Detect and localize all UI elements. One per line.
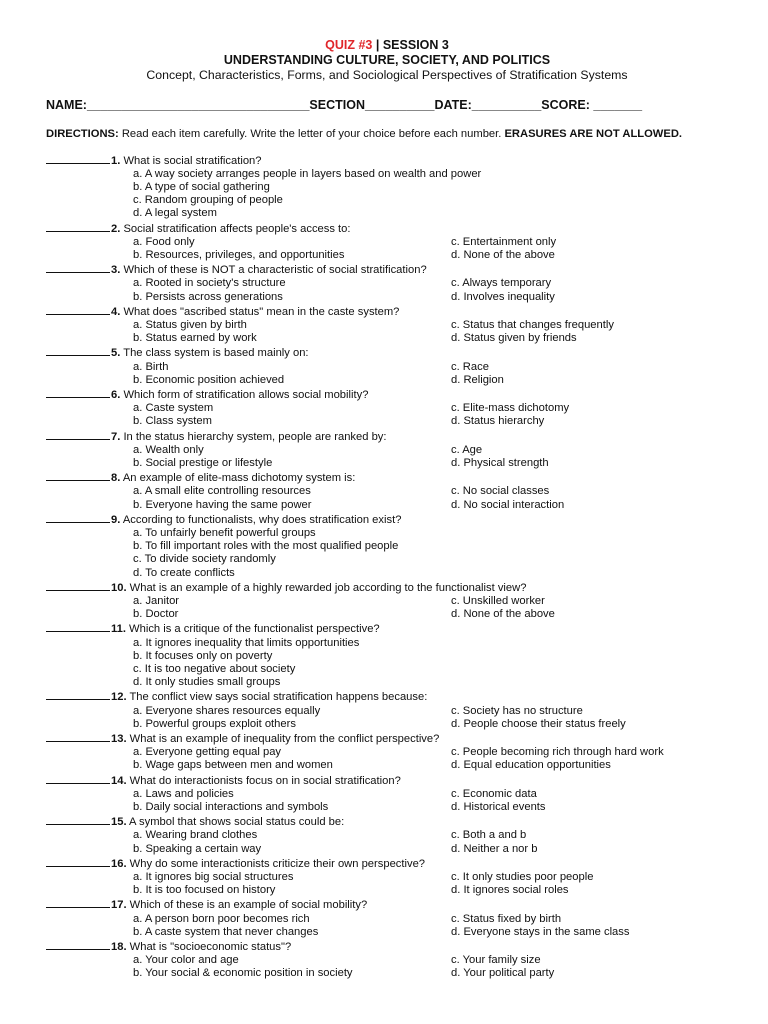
question-stem [46, 304, 728, 319]
question-14 [46, 773, 728, 815]
question-text: Which form of stratification allows social mobility? [120, 388, 369, 401]
answer-option: b. To fill important roles with the most qualified people [133, 540, 399, 553]
answer-option: a. Everyone getting equal pay [133, 746, 282, 759]
answer-option: d. It only studies small groups [133, 676, 281, 689]
answer-option: b. Resources, privileges, and opportunities [133, 248, 345, 261]
question-8 [46, 470, 728, 512]
answer-options [46, 236, 728, 262]
answer-option: b. A caste system that never changes [133, 925, 319, 938]
answer-blank[interactable] [46, 221, 110, 232]
answer-option: c. Economic data [451, 787, 537, 800]
question-stem [46, 897, 728, 912]
answer-option: d. Equal education opportunities [451, 759, 611, 772]
answer-option: a. A way society arranges people in layers based on wealth and power [133, 167, 482, 180]
question-text: What is "socioeconomic status"? [126, 941, 292, 954]
answer-option: c. Status fixed by birth [451, 912, 562, 925]
question-number: 18. [111, 941, 127, 954]
answer-option: d. No social interaction [451, 498, 565, 511]
answer-option: a. Laws and policies [133, 787, 234, 800]
question-7 [46, 429, 728, 471]
answer-option: d. None of the above [451, 248, 555, 261]
question-stem [46, 773, 728, 788]
question-stem [46, 345, 728, 360]
question-text: What is an example of inequality from the conflict perspective? [126, 733, 440, 746]
question-number: 8. [111, 472, 121, 485]
directions [46, 128, 726, 142]
answer-option: b. It focuses only on poverty [133, 649, 273, 662]
answer-blank[interactable] [46, 512, 110, 523]
answer-option: c. Society has no structure [451, 704, 583, 717]
question-stem [46, 262, 728, 277]
answer-blank[interactable] [46, 304, 110, 315]
answer-option: b. Social prestige or lifestyle [133, 456, 273, 469]
answer-option: d. None of the above [451, 608, 555, 621]
answer-option: c. Status that changes frequently [451, 318, 614, 331]
answer-option: b. A type of social gathering [133, 180, 270, 193]
question-text: A symbol that shows social status could be: [126, 816, 345, 829]
answer-options [46, 444, 728, 470]
question-stem [46, 689, 728, 704]
question-5 [46, 345, 728, 387]
question-13 [46, 731, 728, 773]
student-info-line[interactable]: NAME:________________________________SECTION__________DATE:__________SCORE: _______ [46, 98, 643, 112]
question-17 [46, 897, 728, 939]
header-separator: | [372, 38, 383, 52]
answer-option: c. Your family size [451, 954, 541, 967]
answer-blank[interactable] [46, 939, 110, 950]
question-stem [46, 856, 728, 871]
question-text: The class system is based mainly on: [120, 347, 309, 360]
answer-option: b. Powerful groups exploit others [133, 717, 296, 730]
question-stem [46, 814, 728, 829]
question-10 [46, 580, 728, 622]
question-text: Which of these is an example of social mobility? [126, 899, 368, 912]
subject-title: UNDERSTANDING CULTURE, SOCIETY, AND POLITICS [223, 53, 551, 67]
answer-option: b. It is too focused on history [133, 884, 276, 897]
question-number: 11. [111, 623, 126, 636]
question-text: According to functionalists, why does stratification exist? [120, 513, 402, 526]
answer-option: a. It ignores big social structures [133, 871, 294, 884]
answer-option: a. Wealth only [133, 443, 204, 456]
answer-options [46, 871, 728, 897]
question-1 [46, 153, 728, 221]
answer-option: a. It ignores inequality that limits opportunities [133, 636, 360, 649]
answer-option: d. Religion [451, 373, 504, 386]
answer-blank[interactable] [46, 429, 110, 440]
answer-option: a. Food only [133, 235, 195, 248]
question-text: What do interactionists focus on in social stratification? [126, 774, 401, 787]
answer-blank[interactable] [46, 262, 110, 273]
question-stem [46, 153, 728, 168]
answer-option: b. Doctor [133, 608, 179, 621]
question-number: 13. [111, 733, 127, 746]
question-stem [46, 221, 728, 236]
answer-option: c. Race [451, 360, 489, 373]
question-3 [46, 262, 728, 304]
question-number: 14. [111, 774, 127, 787]
question-9 [46, 512, 728, 580]
answer-option: a. A person born poor becomes rich [133, 912, 310, 925]
answer-blank[interactable] [46, 814, 110, 825]
question-stem [46, 939, 728, 954]
answer-option: b. Persists across generations [133, 290, 283, 303]
answer-option: a. Janitor [133, 595, 180, 607]
answer-blank[interactable] [46, 387, 110, 398]
question-text: What is an example of a highly rewarded job according to the functionalist view? [126, 581, 527, 594]
question-text: Why do some interactionists criticize their own perspective? [126, 857, 426, 870]
answer-blank[interactable] [46, 153, 110, 164]
answer-option: c. It only studies poor people [451, 871, 594, 884]
answer-option: c. Age [451, 443, 483, 456]
question-stem [46, 387, 728, 402]
question-number: 16. [111, 857, 127, 870]
answer-options [46, 595, 728, 621]
question-stem [46, 470, 728, 485]
answer-option: d. To create conflicts [133, 566, 235, 579]
question-number: 9. [111, 513, 121, 526]
answer-option: b. Speaking a certain way [133, 842, 262, 855]
answer-option: c. Unskilled worker [451, 595, 545, 607]
answer-option: b. Status earned by work [133, 332, 257, 345]
answer-option: d. Historical events [451, 801, 546, 814]
answer-option: b. Daily social interactions and symbols [133, 801, 329, 814]
question-number: 3. [111, 264, 121, 277]
answer-options [46, 168, 728, 221]
question-number: 5. [111, 347, 121, 360]
answer-option: d. Neither a nor b [451, 842, 538, 855]
answer-option: b. Your social & economic position in society [133, 967, 353, 980]
question-18 [46, 939, 728, 981]
question-text: Social stratification affects people's access to: [120, 222, 351, 235]
question-number: 2. [111, 222, 121, 235]
question-11 [46, 621, 728, 689]
question-text: What is social stratification? [120, 154, 262, 167]
answer-blank[interactable] [46, 689, 110, 700]
answer-option: d. Everyone stays in the same class [451, 925, 630, 938]
question-number: 17. [111, 899, 127, 912]
answer-option: d. People choose their status freely [451, 717, 626, 730]
directions-emphasis: ERASURES ARE NOT ALLOWED. [504, 128, 683, 140]
question-text: Which is a critique of the functionalist perspective? [125, 623, 380, 636]
answer-option: a. To unfairly benefit powerful groups [133, 526, 316, 539]
answer-options [46, 829, 728, 855]
question-number: 12. [111, 691, 127, 704]
answer-option: a. Wearing brand clothes [133, 829, 258, 842]
question-number: 4. [111, 305, 121, 318]
answer-options [46, 705, 728, 731]
question-stem [46, 580, 728, 595]
quiz-header [46, 38, 728, 53]
answer-blank[interactable] [46, 345, 110, 356]
answer-options [46, 319, 728, 345]
answer-blank[interactable] [46, 580, 110, 591]
question-list [46, 153, 728, 981]
answer-blank[interactable] [46, 731, 110, 742]
answer-blank[interactable] [46, 856, 110, 867]
question-stem [46, 512, 728, 527]
answer-option: c. Entertainment only [451, 235, 557, 248]
question-stem [46, 429, 728, 444]
answer-option: c. Always temporary [451, 277, 552, 290]
answer-options [46, 913, 728, 939]
answer-options [46, 402, 728, 428]
question-number: 15. [111, 816, 127, 829]
directions-text: Read each item carefully. Write the letter of your choice before each number. [118, 128, 505, 140]
topic-subtitle: Concept, Characteristics, Forms, and Sociological Perspectives of Stratification Systems [146, 68, 628, 82]
question-4 [46, 304, 728, 346]
answer-option: a. Birth [133, 360, 169, 373]
answer-option: c. It is too negative about society [133, 663, 296, 676]
answer-option: b. Class system [133, 415, 212, 428]
answer-option: d. Involves inequality [451, 290, 555, 303]
answer-options [46, 485, 728, 511]
answer-option: d. It ignores social roles [451, 884, 569, 897]
answer-blank[interactable] [46, 773, 110, 784]
answer-options [46, 361, 728, 387]
answer-options [46, 527, 728, 580]
answer-option: c. No social classes [451, 485, 550, 498]
answer-option: d. Status given by friends [451, 332, 577, 345]
directions-label: DIRECTIONS: [46, 128, 119, 140]
answer-option: d. A legal system [133, 207, 217, 220]
answer-option: c. Random grouping of people [133, 194, 283, 207]
answer-options [46, 746, 728, 772]
question-number: 6. [111, 388, 121, 401]
question-text: An example of elite-mass dichotomy system is: [120, 472, 356, 485]
answer-option: c. Elite-mass dichotomy [451, 402, 570, 415]
answer-option: b. Wage gaps between men and women [133, 759, 333, 772]
answer-blank[interactable] [46, 470, 110, 481]
answer-option: a. Everyone shares resources equally [133, 704, 321, 717]
question-stem [46, 621, 728, 636]
answer-option: d. Your political party [451, 967, 555, 980]
answer-option: b. Everyone having the same power [133, 498, 312, 511]
question-text: What does "ascribed status" mean in the caste system? [120, 305, 400, 318]
answer-option: c. To divide society randomly [133, 553, 276, 566]
answer-option: a. Caste system [133, 402, 214, 415]
question-16 [46, 856, 728, 898]
question-15 [46, 814, 728, 856]
question-text: Which of these is NOT a characteristic of social stratification? [120, 264, 427, 277]
question-12 [46, 689, 728, 731]
answer-options [46, 954, 728, 980]
answer-blank[interactable] [46, 897, 110, 908]
answer-option: d. Physical strength [451, 456, 549, 469]
answer-option: d. Status hierarchy [451, 415, 545, 428]
answer-option: c. People becoming rich through hard work [451, 746, 664, 759]
answer-options [46, 277, 728, 303]
answer-options [46, 788, 728, 814]
answer-option: a. Your color and age [133, 954, 239, 967]
question-text: In the status hierarchy system, people are ranked by: [120, 430, 387, 443]
answer-options [46, 637, 728, 690]
answer-blank[interactable] [46, 621, 110, 632]
question-2 [46, 221, 728, 263]
answer-option: a. Status given by birth [133, 318, 247, 331]
question-number: 10. [111, 581, 127, 594]
answer-option: a. A small elite controlling resources [133, 485, 311, 498]
question-text: The conflict view says social stratification happens because: [126, 691, 428, 704]
question-number: 1. [111, 154, 121, 167]
quiz-label: QUIZ #3 [325, 38, 373, 52]
answer-option: b. Economic position achieved [133, 373, 285, 386]
answer-option: c. Both a and b [451, 829, 527, 842]
answer-option: a. Rooted in society's structure [133, 277, 286, 290]
question-number: 7. [111, 430, 121, 443]
question-stem [46, 731, 728, 746]
question-6 [46, 387, 728, 429]
session-label: SESSION 3 [382, 38, 449, 52]
